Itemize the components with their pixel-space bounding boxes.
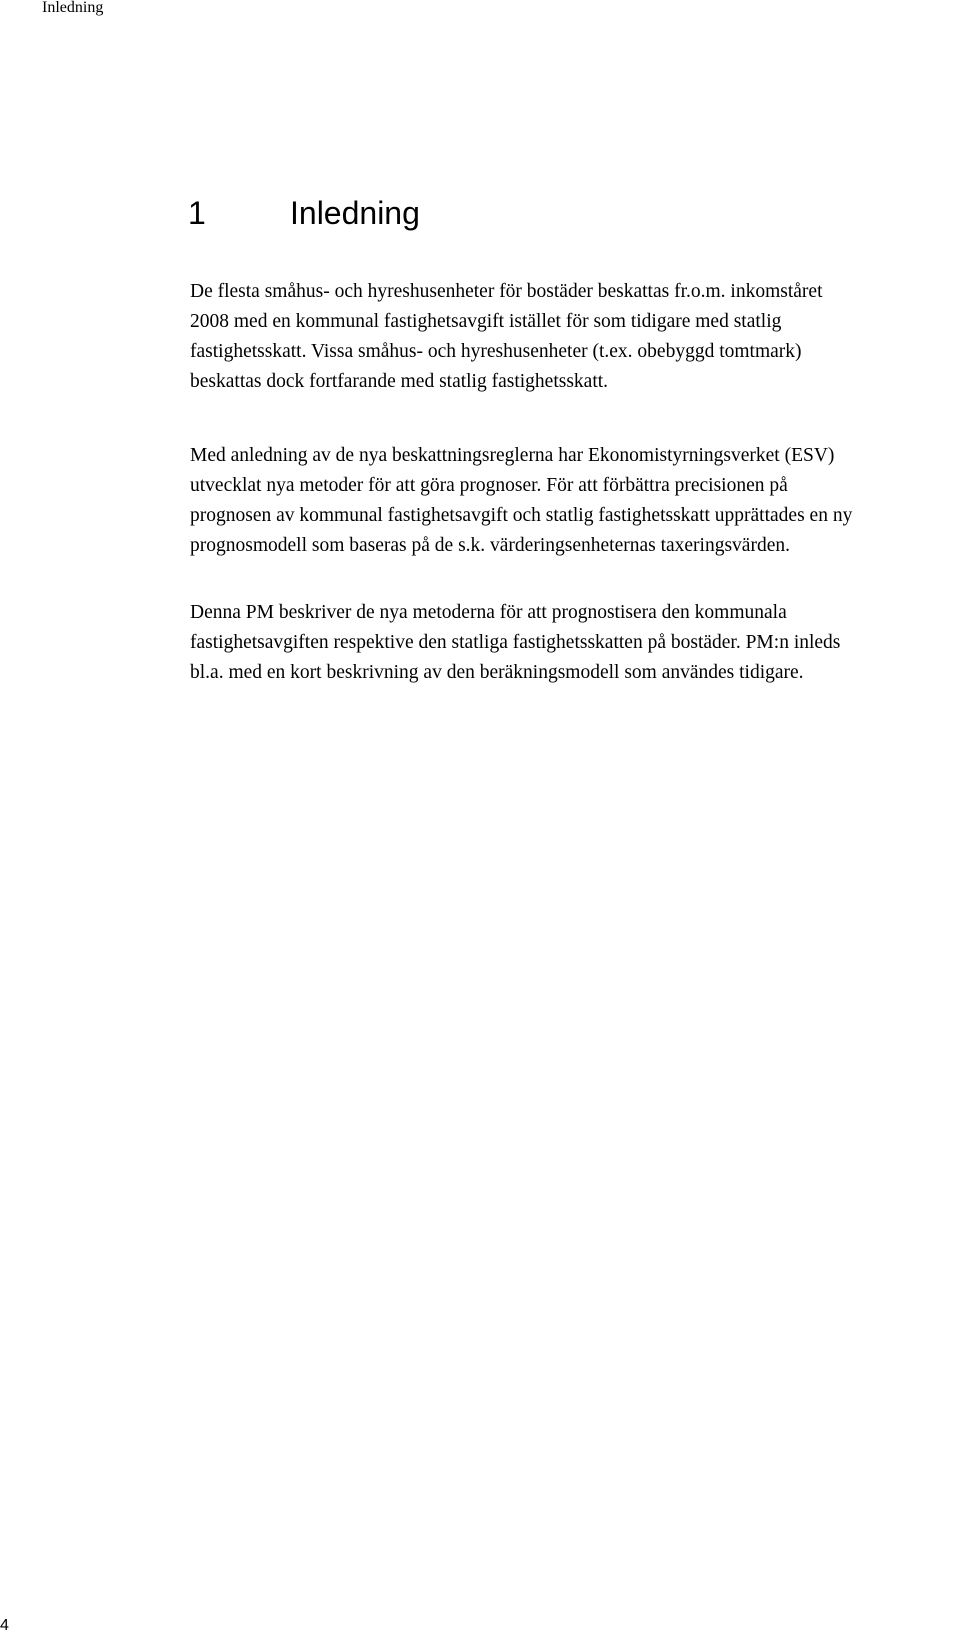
running-header: Inledning — [42, 0, 104, 16]
paragraph-line: Med anledning av de nya beskattningsreglerna har Ekonomistyrningsverket (ESV) — [190, 445, 835, 466]
paragraph-line: De flesta småhus- och hyreshusenheter för bostäder beskattas fr.o.m. inkomståret — [190, 281, 823, 302]
paragraph-line: utvecklat nya metoder för att göra prognoser. För att förbättra precisionen på — [190, 475, 788, 496]
paragraph-line: Denna PM beskriver de nya metoderna för att prognostisera den kommunala — [190, 602, 787, 623]
chapter-title: Inledning — [290, 195, 420, 231]
page-number: 4 — [0, 1617, 9, 1634]
chapter-heading — [188, 193, 420, 233]
paragraph-line: fastighetsavgiften respektive den statliga fastighetsskatten på bostäder. PM:n inleds — [190, 632, 841, 653]
chapter-number: 1 — [188, 195, 206, 231]
paragraph-line: bl.a. med en kort beskrivning av den beräkningsmodell som användes tidigare. — [190, 662, 804, 683]
paragraph-line: prognosen av kommunal fastighetsavgift och statlig fastighetsskatt upprättades en ny — [190, 505, 853, 526]
paragraph-1 — [190, 277, 950, 397]
paragraph-2 — [190, 441, 950, 561]
paragraph-line: prognosmodell som baseras på de s.k. värderingsenheternas taxeringsvärden. — [190, 535, 790, 556]
paragraph-3 — [190, 598, 950, 688]
paragraph-line: 2008 med en kommunal fastighetsavgift istället för som tidigare med statlig — [190, 311, 782, 332]
paragraph-line: beskattas dock fortfarande med statlig fastighetsskatt. — [190, 371, 609, 392]
paragraph-line: fastighetsskatt. Vissa småhus- och hyreshusenheter (t.ex. obebyggd tomtmark) — [190, 341, 802, 362]
